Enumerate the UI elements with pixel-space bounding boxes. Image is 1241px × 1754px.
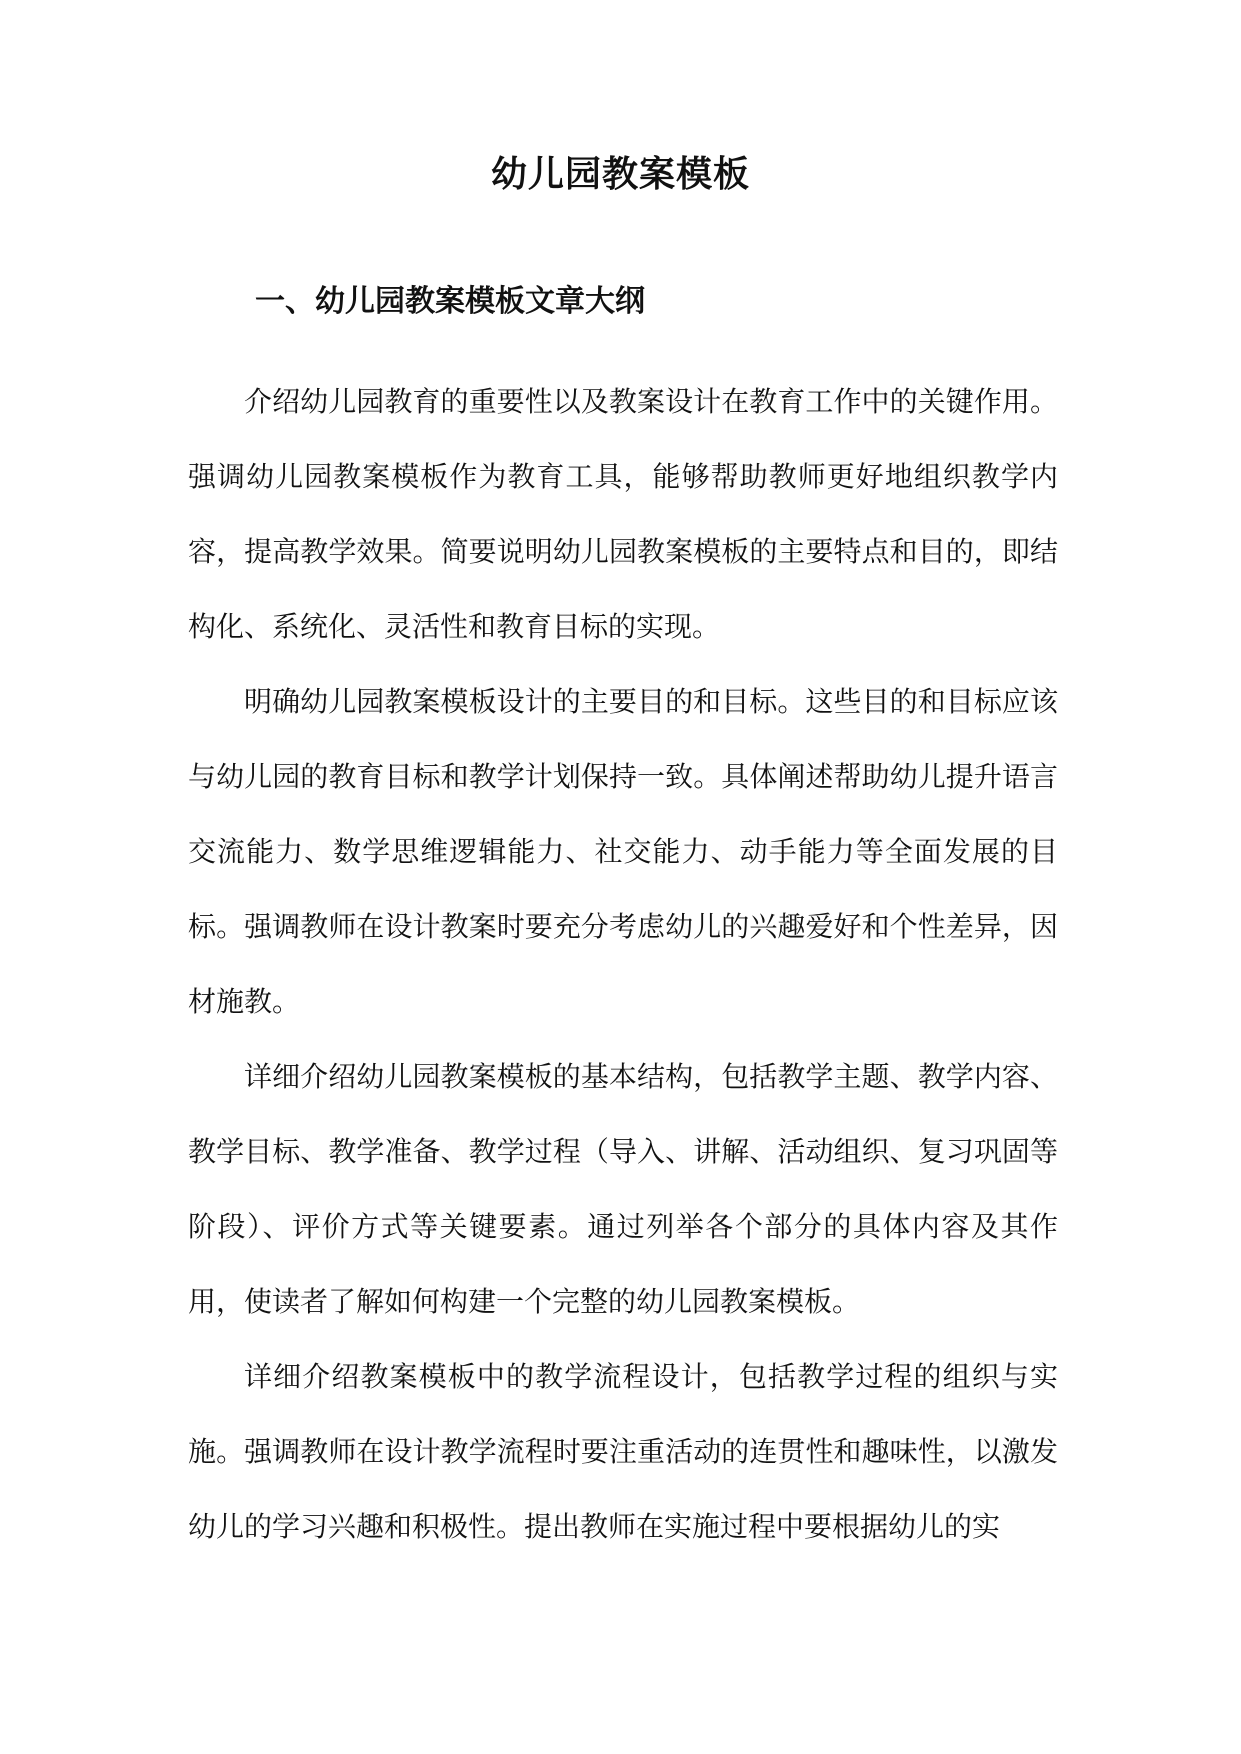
body-text (188, 364, 1058, 1564)
document-title: 幼儿园教案模板 (490, 154, 750, 195)
paragraph-3: 详细介绍幼儿园教案模板的基本结构，包括教学主题、教学内容、教学目标、教学准备、教学过程（导入、讲解、活动组织、复习巩固等阶段）、评价方式等关键要素。通过列举各个部分的具体内容及其作用，使读者了解如何构建一个完整的幼儿园教案模板。 (188, 1060, 1058, 1318)
paragraph-2: 明确幼儿园教案模板设计的主要目的和目标。这些目的和目标应该与幼儿园的教育目标和教学计划保持一致。具体阐述帮助幼儿提升语言交流能力、数学思维逻辑能力、社交能力、动手能力等全面发展的目标。强调教师在设计教案时要充分考虑幼儿的兴趣爱好和个性差异，因材施教。 (188, 685, 1058, 1018)
section-heading: 一、幼儿园教案模板文章大纲 (255, 284, 645, 319)
paragraph-1: 介绍幼儿园教育的重要性以及教案设计在教育工作中的关键作用。强调幼儿园教案模板作为教育工具，能够帮助教师更好地组织教学内容，提高教学效果。简要说明幼儿园教案模板的主要特点和目的，即结构化、系统化、灵活性和教育目标的实现。 (188, 385, 1058, 643)
paragraph-4: 详细介绍教案模板中的教学流程设计，包括教学过程的组织与实施。强调教师在设计教学流程时要注重活动的连贯性和趣味性，以激发幼儿的学习兴趣和积极性。提出教师在实施过程中要根据幼儿的实 (188, 1360, 1058, 1543)
